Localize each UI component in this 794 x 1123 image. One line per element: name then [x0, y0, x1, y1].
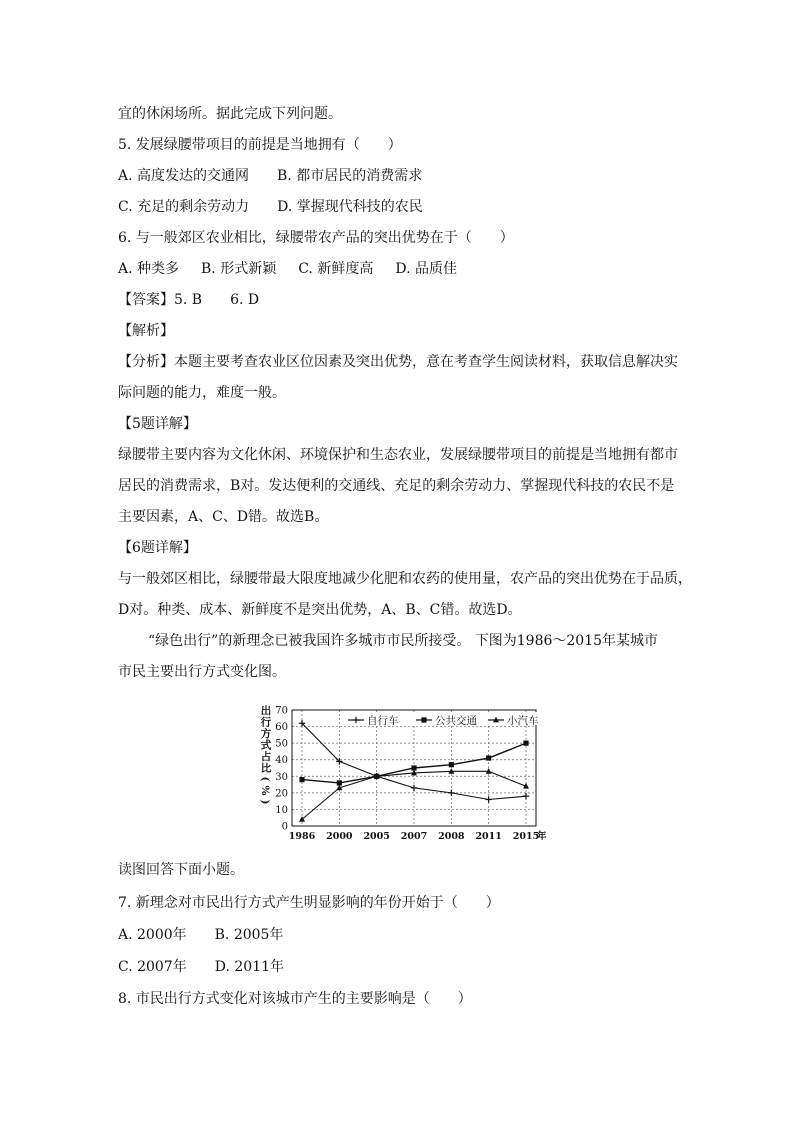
legend-item: [484, 712, 550, 727]
analysis-line-2: 际问题的能力，难度一般。: [118, 385, 286, 401]
y-axis-label-char: (: [259, 776, 271, 782]
q5-detail-line-3: 主要因素，A、C、D错。故选B。: [118, 509, 329, 525]
legend-item: [344, 712, 410, 727]
option-6d: D. 品质佳: [395, 261, 457, 277]
marker-square: [299, 777, 304, 782]
option-7a: A. 2000年: [118, 927, 187, 943]
q6-detail-line-2: D对。种类、成本、新鲜度不是突出优势，A、B、C错。故选D。: [118, 602, 522, 618]
analysis-line-1: 【分析】本题主要考查农业区位因素及突出优势，意在考查学生阅读材料，获取信息解决实: [118, 354, 678, 370]
option-7b: B. 2005年: [214, 927, 284, 943]
question-7-options-ab: [118, 925, 283, 945]
chart-intro-line-1: “绿色出行”的新理念已被我国许多城市市民所接受。 下图为1986～2015年某城市: [148, 633, 659, 649]
y-axis-label-char: ): [259, 799, 271, 805]
legend-label: 公共交通: [435, 715, 477, 727]
marker-square: [449, 762, 454, 767]
option-6a: A. 种类多: [118, 261, 180, 277]
y-axis-label-char: %: [259, 785, 271, 796]
y-axis-label-char: 占: [260, 751, 272, 763]
question-8: 8. 市民出行方式变化对该城市产生的主要影响是（ ）: [118, 991, 472, 1007]
q5-detail-line-2: 居民的消费需求，B对。发达便利的交通线、充足的剩余劳动力、掌握现代科技的农民不是: [118, 478, 675, 494]
marker-square: [523, 741, 528, 746]
paragraph-intro-tail: 宜的休闲场所。据此完成下列问题。: [118, 106, 342, 122]
chart-y-axis-label: [259, 704, 272, 804]
x-tick-label: 2015: [512, 831, 540, 842]
y-axis-label-char: 比: [260, 762, 272, 775]
data-point: [299, 777, 304, 782]
y-tick-label: 40: [275, 755, 288, 767]
q5-detail-line-1: 绿腰带主要内容为文化休闲、环境保护和生态农业，发展绿腰带项目的前提是当地拥有都市: [118, 447, 678, 463]
question-5-options-ab: [118, 166, 422, 186]
analysis-heading: 【解析】: [118, 323, 174, 339]
y-tick-label: 60: [275, 722, 288, 734]
question-5-options-cd: [118, 197, 423, 217]
chart-intro-line-2: 市民主要出行方式变化图。: [118, 664, 286, 680]
option-6b: B. 形式新颖: [201, 261, 277, 277]
marker-square: [486, 755, 491, 760]
x-tick-label: 2005: [363, 831, 390, 842]
question-6: 6. 与一般郊区农业相比，绿腰带农产品的突出优势在于（ ）: [118, 230, 514, 246]
data-point: [486, 755, 491, 760]
chart-legend: [344, 712, 550, 727]
x-tick-label: 2011: [475, 831, 502, 842]
option-5d: D. 掌握现代科技的农民: [277, 199, 423, 215]
x-tick-label: 2007: [400, 831, 428, 842]
legend-label: 小汽车: [507, 715, 539, 727]
option-5b: B. 都市居民的消费需求: [277, 168, 423, 184]
data-point: [523, 793, 529, 799]
answer-line: 【答案】5. B 6. D: [118, 292, 260, 308]
data-point: [448, 790, 454, 796]
option-5c: C. 充足的剩余劳动力: [118, 199, 250, 215]
y-tick-label: 10: [275, 804, 288, 816]
question-5: 5. 发展绿腰带项目的前提是当地拥有（ ）: [118, 137, 402, 153]
legend-item: [412, 712, 478, 727]
q6-detail-heading: 【6题详解】: [118, 540, 197, 556]
option-7d: D. 2011年: [214, 959, 285, 975]
option-5a: A. 高度发达的交通网: [118, 168, 250, 184]
series-1: [299, 720, 529, 803]
y-tick-label: 70: [275, 705, 288, 717]
data-point: [523, 741, 528, 746]
q5-detail-heading: 【5题详解】: [118, 416, 197, 432]
option-7c: C. 2007年: [118, 959, 187, 975]
y-tick-label: 0: [281, 821, 288, 833]
read-chart-instruction: 读图回答下面小题。: [118, 862, 244, 878]
y-axis-label-char: 方: [260, 728, 272, 740]
y-axis-label-char: 行: [260, 716, 272, 729]
y-tick-label: 30: [275, 771, 288, 783]
question-7-options-cd: [118, 957, 284, 977]
data-point: [449, 762, 454, 767]
question-6-options: [118, 259, 457, 279]
option-6c: C. 新鲜度高: [298, 261, 374, 277]
legend-label: 自行车: [367, 715, 399, 727]
y-tick-label: 50: [275, 738, 288, 750]
x-tick-label: 2000: [326, 831, 353, 842]
travel-mode-chart: [250, 700, 550, 850]
marker-square: [421, 717, 426, 722]
question-7: 7. 新理念对市民出行方式产生明显影响的年份开始于（ ）: [118, 895, 500, 911]
x-unit-label: 年: [537, 831, 547, 842]
x-tick-label: 1986: [288, 831, 316, 842]
data-point: [485, 796, 491, 802]
x-tick-label: 2008: [438, 831, 465, 842]
y-axis-label-char: 式: [260, 739, 272, 752]
data-point: [411, 785, 417, 791]
q6-detail-line-1: 与一般郊区相比，绿腰带最大限度地减少化肥和农药的使用量，农产品的突出优势在于品质，: [118, 571, 692, 587]
y-axis-label-char: 出: [260, 705, 272, 717]
y-tick-label: 20: [275, 788, 288, 800]
